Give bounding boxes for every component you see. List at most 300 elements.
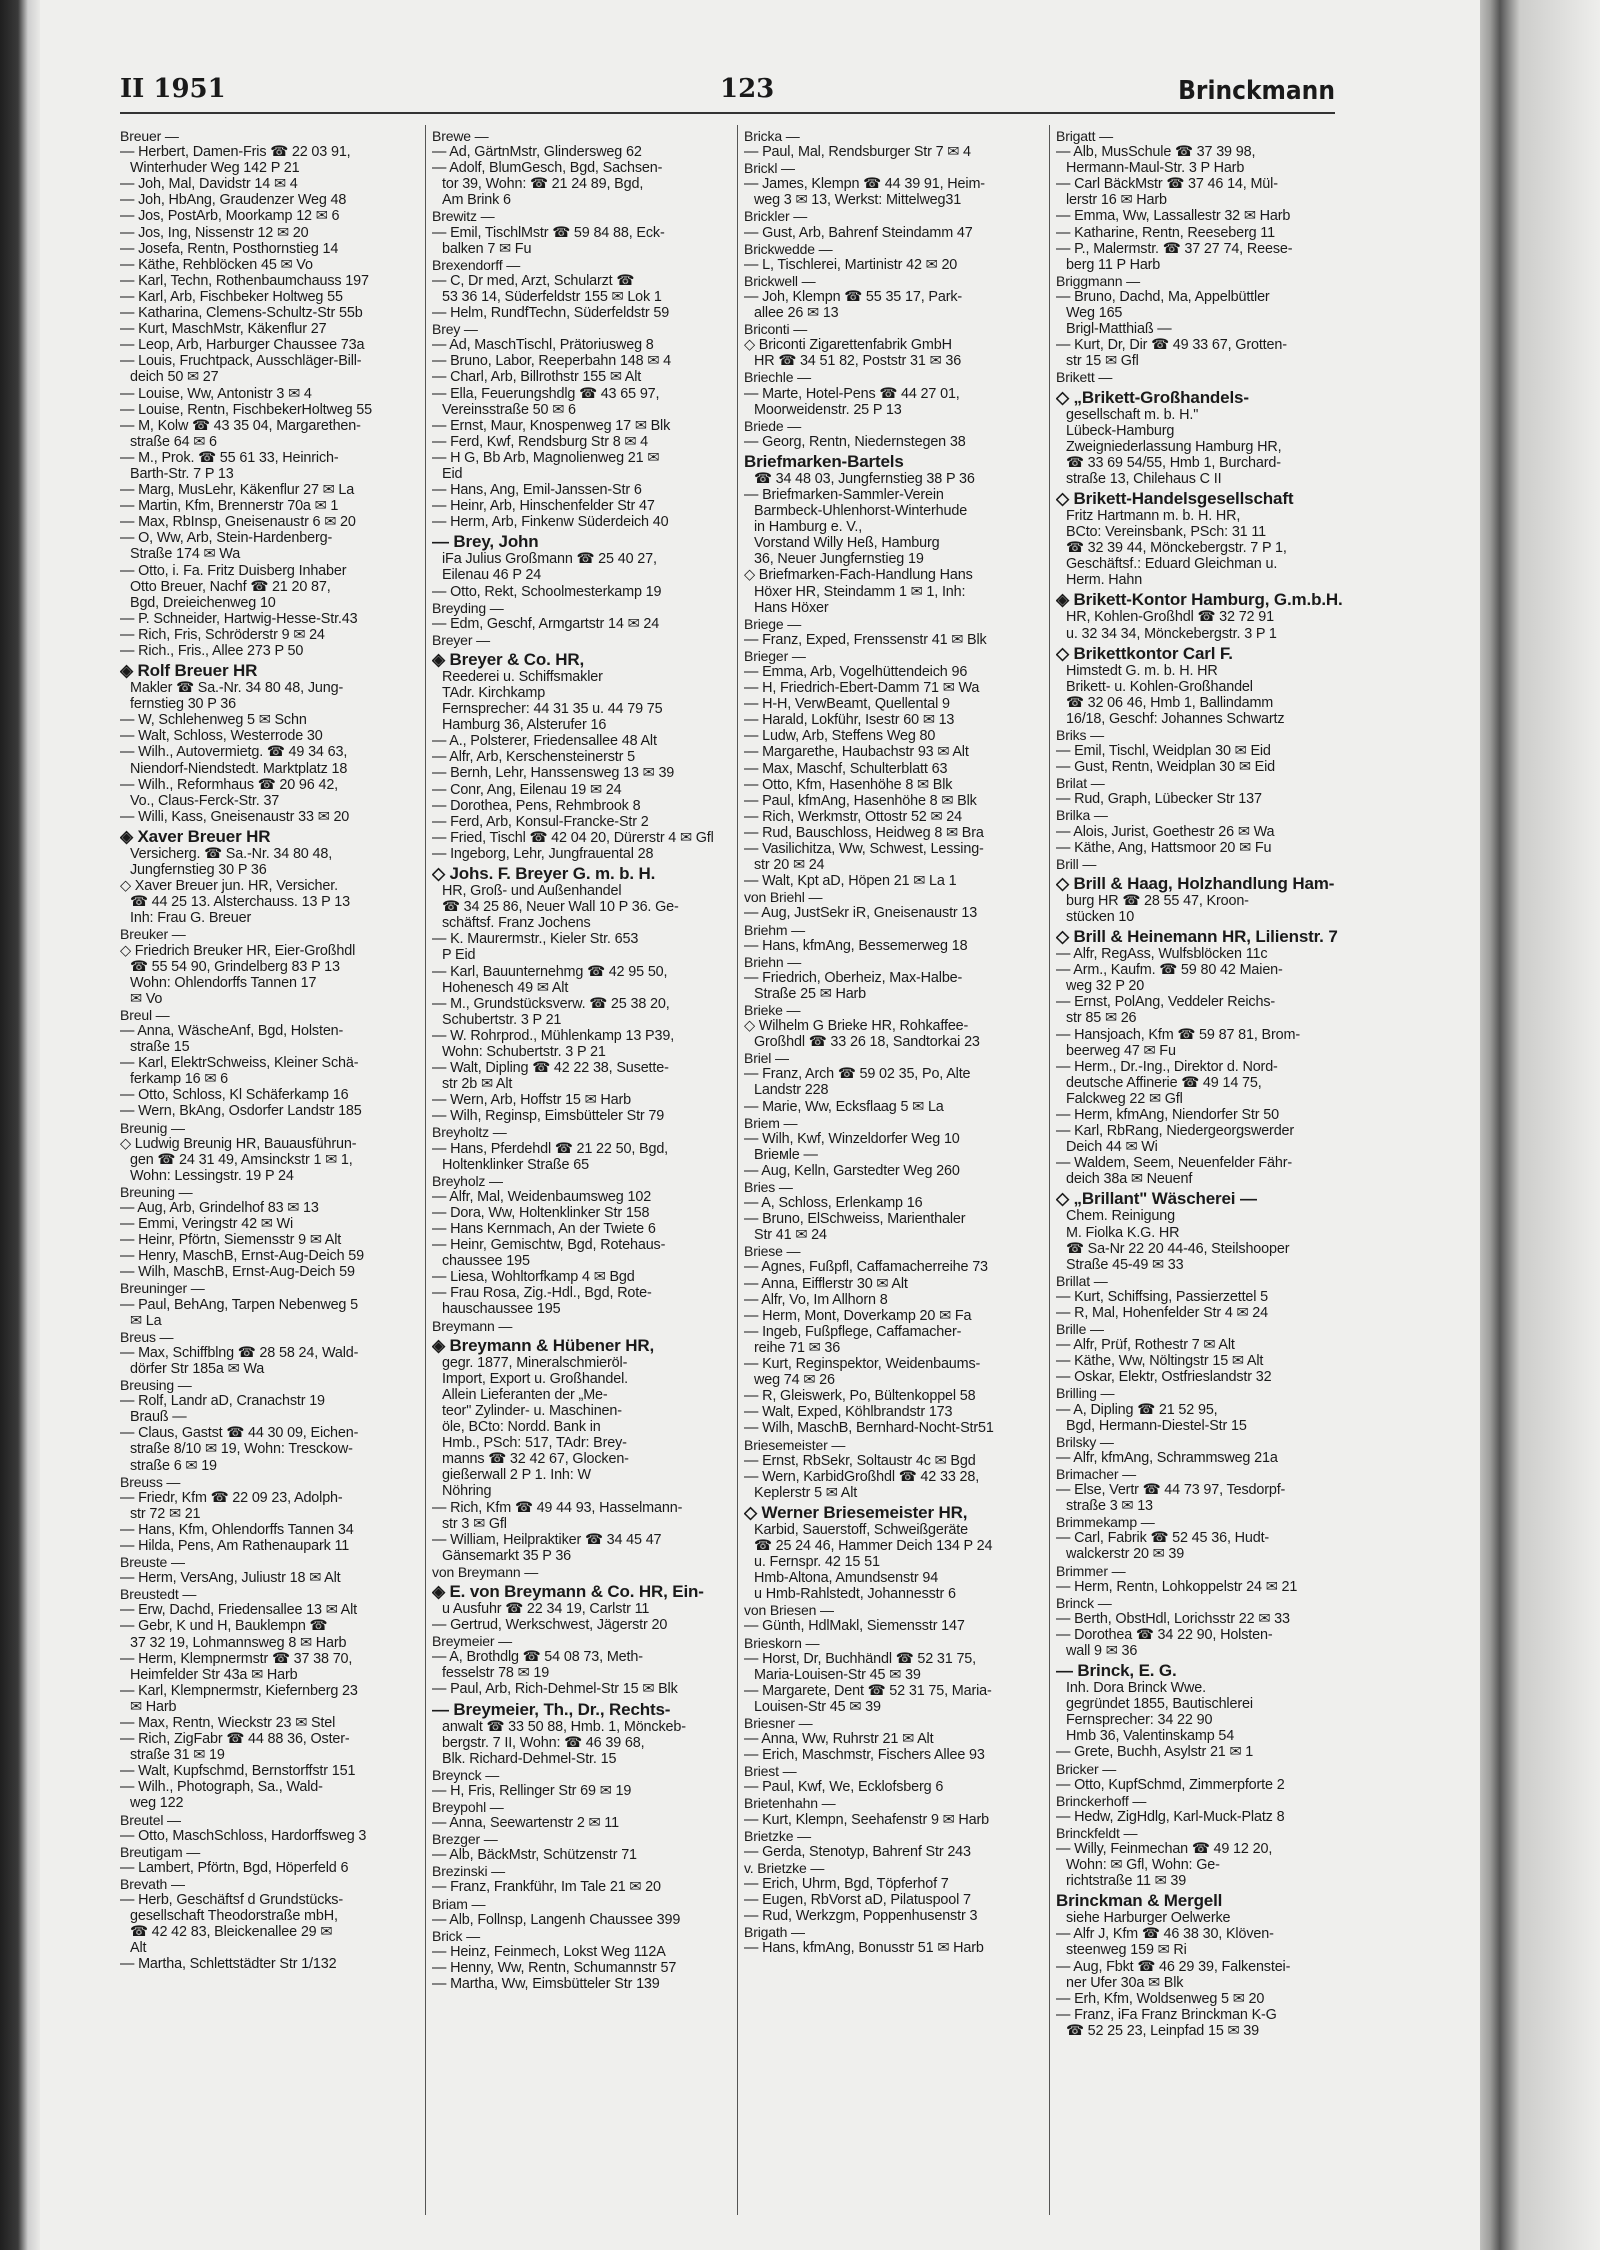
directory-entry-line: — Otto, Kfm, Hasenhöhe 8 ✉ Blk [744, 776, 953, 793]
directory-entry-line: — Karl, Klempnermstr, Kiefernberg 23 [120, 1682, 358, 1699]
directory-entry-line: — Katharine, Rentn, Reeseberg 11 [1056, 224, 1275, 241]
directory-entry-line: — Liesa, Wohltorfkamp 4 ✉ Bgd [432, 1269, 635, 1286]
directory-entry-line: ☎ 25 24 46, Hammer Deich 134 P 24 [754, 1537, 993, 1554]
directory-entry-line: — Katharina, Clemens-Schultz-Str 55b [120, 305, 363, 322]
directory-entry-line: — Ferd, Arb, Konsul-Francke-Str 2 [432, 813, 649, 830]
directory-entry-line: Straße 174 ✉ Wa [130, 546, 241, 563]
directory-entry-line: — Heinr, Arb, Hinschenfelder Str 47 [432, 498, 655, 515]
directory-entry-line: Breuer — [120, 128, 179, 144]
directory-entry-line: Briconti — [744, 321, 808, 338]
directory-entry-line: — Käthe, Ang, Hattsmoor 20 ✉ Fu [1056, 839, 1272, 856]
directory-entry-line: — Gertrud, Werkschwest, Jägerstr 20 [432, 1617, 668, 1634]
directory-entry-line: lerstr 16 ✉ Harb [1066, 192, 1167, 209]
directory-entry-line: Brewitz — [432, 208, 495, 225]
directory-entry-line: — H-H, VerwBeamt, Quellental 9 [744, 696, 950, 713]
directory-entry-line: Brigl-Matthiaß — [1066, 321, 1172, 338]
directory-entry-line: — Karl, ElektrSchweiss, Kleiner Schä- [120, 1055, 359, 1072]
directory-entry-line: ☎ 42 42 83, Bleickenallee 29 ✉ [130, 1924, 333, 1941]
directory-entry-line: von Breymann — [432, 1563, 539, 1580]
directory-entry-line: — Marg, MusLehr, Käkenflur 27 ✉ La [120, 482, 355, 499]
directory-entry-line: Brickwell — [744, 272, 816, 289]
directory-entry-line: — Paul, kfmAng, Hasenhöhe 8 ✉ Blk [744, 792, 977, 809]
directory-entry-line: — M., Grundstücksverw. ☎ 25 38 20, [432, 995, 670, 1012]
directory-entry-line: — Berth, ObstHdl, Lorichsstr 22 ✉ 33 [1056, 1610, 1290, 1627]
directory-entry-line: Brilsky — [1056, 1433, 1114, 1450]
directory-entry-line: Brikett- u. Kohlen-Großhandel [1066, 678, 1253, 695]
directory-entry-line: 36, Neuer Jungfernstieg 19 [754, 551, 924, 568]
directory-entry-line: dörfer Str 185a ✉ Wa [130, 1360, 265, 1377]
directory-entry-line: str 85 ✉ 26 [1066, 1010, 1137, 1027]
directory-entry-line: Bricka — [744, 128, 800, 144]
directory-entry-line: — Rich, Kfm ☎ 49 44 93, Hasselmann- [432, 1499, 683, 1516]
directory-entry-line: — Paul, BehAng, Tarpen Nebenweg 5 [120, 1296, 358, 1313]
directory-entry-line: — Dorothea, Pens, Rehmbrook 8 [432, 797, 641, 814]
directory-entry-line: Wohn: Schubertstr. 3 P 21 [442, 1043, 606, 1060]
directory-entry-line: Briege — [744, 615, 802, 632]
directory-entry-line: ◇ Ludwig Breunig HR, Bauausführun- [120, 1135, 357, 1152]
directory-entry-line: — Anna, Ww, Ruhrstr 21 ✉ Alt [744, 1731, 934, 1748]
directory-entry-line: straße 64 ✉ 6 [130, 433, 217, 450]
directory-entry-line: — Hansjoach, Kfm ☎ 59 87 81, Brom- [1056, 1026, 1300, 1043]
directory-entry-line: — Waldem, Seem, Neuenfelder Fähr- [1056, 1155, 1293, 1172]
directory-entry-line: — Herm., Dr.-Ing., Direktor d. Nord- [1056, 1058, 1278, 1075]
directory-entry-line: Hmb., PSch: 517, TAdr: Brey- [442, 1435, 627, 1452]
directory-entry-line: — Alfr, kfmAng, Schrammsweg 21a [1056, 1449, 1278, 1466]
directory-entry-line: — Otto, i. Fa. Fritz Duisberg Inhaber [120, 562, 347, 579]
directory-entry-line: Alt [130, 1940, 147, 1957]
directory-entry-line: — Otto, KupfSchmd, Zimmerpforte 2 [1056, 1776, 1285, 1793]
directory-entry-line: ferkamp 16 ✉ 6 [130, 1071, 228, 1088]
directory-entry-line: ☎ 32 39 44, Mönckebergstr. 7 P 1, [1066, 540, 1287, 557]
directory-entry-line: ◈ Breymann & Hübener HR, [432, 1335, 655, 1355]
directory-entry-line: ner Ufer 30a ✉ Blk [1066, 1974, 1184, 1991]
directory-entry-line: — Käthe, Rehblöcken 45 ✉ Vo [120, 256, 313, 273]
directory-entry-line: — Kurt, Schiffsing, Passierzettel 5 [1056, 1288, 1269, 1305]
directory-entry-line: str 20 ✉ 24 [754, 857, 825, 874]
directory-entry-line: Brezinski — [432, 1863, 506, 1880]
directory-entry-line: ✉ Vo [130, 990, 163, 1007]
directory-entry-line: — Alois, Jurist, Goethestr 26 ✉ Wa [1056, 823, 1275, 840]
directory-entry-line: Breutigam — [120, 1843, 201, 1860]
directory-entry-line: straße 13, Chilehaus C II [1066, 470, 1222, 487]
directory-entry-line: Brieger — [744, 647, 806, 664]
directory-entry-line: str 2b ✉ Alt [442, 1076, 513, 1093]
directory-entry-line: — Else, Vertr ☎ 44 73 97, Tesdorpf- [1056, 1482, 1286, 1499]
directory-entry-line: Falckweg 22 ✉ Gfl [1066, 1090, 1183, 1107]
directory-entry-line: — Wilh, MaschB, Ernst-Aug-Deich 59 [120, 1264, 355, 1281]
directory-entry-line: 53 36 14, Süderfeldstr 155 ✉ Lok 1 [442, 288, 662, 305]
directory-entry-line: allee 26 ✉ 13 [754, 305, 839, 322]
directory-entry-line: — R, Gleiswerk, Po, Bültenkoppel 58 [744, 1388, 976, 1405]
header-year: II 1951 [120, 74, 226, 104]
directory-entry-line: Briesemeister — [744, 1436, 846, 1453]
directory-entry-line: ☎ 55 54 90, Grindelberg 83 P 13 [130, 958, 340, 975]
directory-column-4 [1056, 128, 1356, 2228]
directory-entry-line: Brigath — [744, 1924, 805, 1941]
directory-entry-line: Brimmekamp — [1056, 1514, 1155, 1531]
directory-entry-line: — Arm., Kaufm. ☎ 59 80 42 Maien- [1056, 962, 1283, 979]
directory-entry-line: — Bruno, Dachd, Ma, Appelbüttler [1056, 288, 1270, 305]
directory-entry-line: Straße 25 ✉ Harb [754, 985, 867, 1002]
directory-entry-line: — Walt, Exped, Köhlbrandstr 173 [744, 1404, 953, 1421]
directory-entry-line: Brinck — [1056, 1594, 1112, 1611]
directory-entry-line: ☎ 34 48 03, Jungfernstieg 38 P 36 [754, 470, 975, 487]
directory-entry-line: ◇ Brill & Haag, Holzhandlung Ham- [1056, 873, 1335, 893]
directory-entry-line: — Heinz, Feinmech, Lokst Weg 112A [432, 1943, 666, 1960]
directory-entry-line: Eid [442, 465, 463, 482]
directory-entry-line: — Gust, Rentn, Weidplan 30 ✉ Eid [1056, 759, 1275, 776]
directory-entry-line: — Rud, Werkzgm, Poppenhusenstr 3 [744, 1908, 978, 1925]
directory-entry-line: Brezger — [432, 1831, 498, 1848]
directory-entry-line: chaussee 195 [442, 1253, 530, 1270]
directory-entry-line: gen ☎ 24 31 49, Amsinckstr 1 ✉ 1, [130, 1151, 353, 1168]
directory-entry-line: — Heinr, Pförtn, Siemensstr 9 ✉ Alt [120, 1232, 342, 1249]
directory-entry-line: — Walt, Kupfschmd, Bernstorffstr 151 [120, 1763, 356, 1780]
directory-entry-line: — O, Ww, Arb, Stein-Hardenberg- [120, 530, 333, 547]
directory-entry-line: — A, Brothdlg ☎ 54 08 73, Meth- [432, 1649, 643, 1666]
directory-entry-line: beerweg 47 ✉ Fu [1066, 1042, 1176, 1059]
directory-entry-line: Briam — [432, 1895, 486, 1912]
directory-entry-line: — Gebr, K und H, Bauklempn ☎ [120, 1618, 328, 1635]
directory-column-2 [432, 128, 732, 2228]
directory-entry-line: ☎ 34 25 86, Neuer Wall 10 P 36. Ge- [442, 899, 679, 916]
directory-entry-line: — Herm, Arb, Finkenw Süderdeich 40 [432, 514, 669, 531]
directory-entry-line: — Horst, Dr, Buchhändl ☎ 52 31 75, [744, 1650, 977, 1667]
directory-entry-line: weg 32 P 20 [1066, 978, 1145, 995]
directory-entry-line: Straße 45-49 ✉ 33 [1066, 1256, 1184, 1273]
directory-entry-line: Breyholtz — [432, 1124, 507, 1141]
directory-entry-line: — Wilh, Kwf, Winzeldorfer Weg 10 [744, 1130, 960, 1147]
directory-entry-line: ◈ E. von Breymann & Co. HR, Ein- [432, 1581, 704, 1601]
directory-entry-line: — P. Schneider, Hartwig-Hesse-Str.43 [120, 610, 358, 627]
directory-entry-line: Wohn: Ohlendorffs Tannen 17 [130, 974, 317, 991]
directory-entry-line: Maria-Louisen-Str 45 ✉ 39 [754, 1666, 921, 1683]
directory-entry-line: — Ella, Feuerungshdlg ☎ 43 65 97, [432, 385, 660, 402]
directory-entry-line: — Joh, Klempn ☎ 55 35 17, Park- [744, 288, 963, 305]
directory-entry-line: Brille — [1056, 1321, 1104, 1338]
directory-entry-line: — Rud, Graph, Lübecker Str 137 [1056, 791, 1262, 808]
directory-entry-line: — M, Kolw ☎ 43 35 04, Margarethen- [120, 417, 361, 434]
directory-entry-line: — Walt, Kpt aD, Höpen 21 ✉ La 1 [744, 873, 957, 890]
directory-entry-line: — Franz, Arch ☎ 59 02 35, Po, Alte [744, 1066, 971, 1083]
directory-entry-line: — W. Rohrprod., Mühlenkamp 13 P39, [432, 1027, 675, 1044]
directory-entry-line: bergstr. 7 II, Wohn: ☎ 46 39 68, [442, 1734, 645, 1751]
directory-entry-line: Breuss — [120, 1473, 181, 1490]
directory-entry-line: — K. Maurermstr., Kieler Str. 653 [432, 931, 639, 948]
directory-entry-line: — Wern, KarbidGroßhdl ☎ 42 33 28, [744, 1468, 980, 1485]
directory-entry-line: — Emma, Arb, Vogelhüttendeich 96 [744, 664, 968, 680]
directory-entry-line: Brey — [432, 321, 478, 338]
directory-entry-line: — Bernh, Lehr, Hanssensweg 13 ✉ 39 [432, 765, 675, 782]
directory-entry-line: — H G, Bb Arb, Magnolienweg 21 ✉ [432, 449, 660, 466]
directory-entry-line: Nöhring [442, 1483, 492, 1500]
directory-entry-line: — Louise, Ww, Antonistr 3 ✉ 4 [120, 385, 312, 402]
directory-entry-line: str 72 ✉ 21 [130, 1505, 201, 1522]
directory-entry-line: — Margarethe, Haubachstr 93 ✉ Alt [744, 744, 969, 761]
directory-entry-line: Str 41 ✉ 24 [754, 1227, 827, 1244]
directory-entry-line: ◇ Wilhelm G Brieke HR, Rohkaffee- [744, 1018, 969, 1035]
directory-entry-line: — Alfr, RegAss, Wulfsblöcken 11c [1056, 946, 1268, 963]
directory-entry-line: — Otto, Rekt, Schoolmesterkamp 19 [432, 583, 662, 600]
directory-entry-line: — Hedw, ZigHdlg, Karl-Muck-Platz 8 [1056, 1808, 1285, 1825]
directory-entry-line: Fritz Hartmann m. b. H. HR, [1066, 507, 1241, 524]
directory-entry-line: Geschäftsf.: Eduard Gleichman u. [1066, 556, 1278, 573]
directory-entry-line: Brieskorn — [744, 1634, 820, 1651]
directory-entry-line: — Karl, Bauunternehmg ☎ 42 95 50, [432, 963, 668, 980]
column-divider [425, 125, 426, 2215]
directory-entry-line: — Franz, Frankführ, Im Tale 21 ✉ 20 [432, 1879, 661, 1896]
directory-entry-line: Hmb-Altona, Amundsenstr 94 [754, 1570, 939, 1587]
directory-entry-line: str 3 ✉ Gfl [442, 1515, 507, 1532]
directory-entry-line: Brickler — [744, 208, 808, 225]
directory-entry-line: Brilling — [1056, 1385, 1115, 1402]
directory-entry-line: — Ernst, PolAng, Veddeler Reichs- [1056, 994, 1276, 1011]
directory-entry-line: — Herb, Geschäftsf d Grundstücks- [120, 1892, 343, 1909]
directory-entry-line: walckerstr 20 ✉ 39 [1066, 1546, 1185, 1563]
directory-entry-line: — Friedr, Kfm ☎ 22 09 23, Adolph- [120, 1489, 343, 1506]
directory-entry-line: ◇ Briconti Zigarettenfabrik GmbH [744, 337, 952, 354]
directory-entry-line: ◇ Briefmarken-Fach-Handlung Hans [744, 567, 973, 584]
directory-entry-line: ◈ Xaver Breuer HR [120, 826, 271, 846]
directory-entry-line: ◇ Xaver Breuer jun. HR, Versicher. [120, 878, 338, 895]
directory-entry-line: Briest — [744, 1763, 797, 1780]
directory-entry-line: Brilka — [1056, 807, 1108, 824]
directory-entry-line: richtstraße 11 ✉ 39 [1066, 1873, 1187, 1890]
directory-entry-line: — Bruno, ElSchweiss, Marienthaler [744, 1211, 966, 1228]
directory-entry-line: gegr. 1877, Mineralschmieröl- [442, 1354, 628, 1371]
directory-entry-line: Brick — [432, 1927, 480, 1944]
directory-entry-line: iFa Julius Großmann ☎ 25 40 27, [442, 551, 657, 568]
directory-entry-line: ☎ 33 69 54/55, Hmb 1, Burchard- [1066, 454, 1281, 471]
directory-entry-line: — Rich, Fris, Schröderstr 9 ✉ 24 [120, 626, 325, 643]
directory-entry-line: Breuning — [120, 1183, 193, 1200]
directory-entry-line: Brewe — [432, 128, 489, 144]
directory-entry-line: Barth-Str. 7 P 13 [130, 465, 234, 482]
directory-entry-line: — Kurt, Klempn, Seehafenstr 9 ✉ Harb [744, 1811, 990, 1828]
directory-entry-line: Briem — [744, 1114, 798, 1131]
directory-entry-line: HR, Groß- und Außenhandel [442, 883, 622, 900]
directory-entry-line: Wohn: ✉ Gfl, Wohn: Ge- [1066, 1857, 1220, 1874]
directory-entry-line: Bgd, Dreieichenweg 10 [130, 594, 276, 611]
directory-entry-line: Briggmann — [1056, 272, 1140, 289]
directory-entry-line: — Emil, Tischl, Weidplan 30 ✉ Eid [1056, 743, 1271, 760]
directory-entry-line: — Alfr J, Kfm ☎ 46 38 30, Klöven- [1056, 1926, 1274, 1943]
directory-entry-line: — Alfr, Arb, Kerschensteinerstr 5 [432, 749, 636, 766]
directory-entry-line: schäftsf. Franz Jochens [442, 915, 591, 932]
directory-entry-line: — Vasilichitza, Ww, Schwest, Lessing- [744, 841, 984, 858]
directory-entry-line: Deich 44 ✉ Wi [1066, 1139, 1158, 1156]
directory-entry-line: — Herm, Klempnermstr ☎ 37 38 70, [120, 1650, 353, 1667]
directory-entry-line: u. 32 34 34, Mönckebergstr. 3 P 1 [1066, 625, 1277, 642]
directory-entry-line: — Alb, Follnsp, Langenh Chaussee 399 [432, 1911, 681, 1928]
directory-entry-line: Breyer — [432, 631, 490, 648]
directory-entry-line: — Breymeier, Th., Dr., Rechts- [432, 1699, 671, 1719]
directory-entry-line: — Hans, Ang, Emil-Janssen-Str 6 [432, 482, 642, 499]
directory-entry-line: str 15 ✉ Gfl [1066, 353, 1139, 370]
directory-entry-line: wall 9 ✉ 36 [1066, 1642, 1138, 1659]
directory-entry-line: Breusing — [120, 1377, 192, 1394]
directory-entry-line: manns ☎ 32 42 67, Glocken- [442, 1451, 629, 1468]
directory-entry-line: Wohn: Lessingstr. 19 P 24 [130, 1167, 294, 1184]
directory-entry-line: hauschaussee 195 [442, 1301, 561, 1318]
directory-entry-line: — Aug, Kelln, Garstedter Weg 260 [744, 1162, 960, 1179]
directory-entry-line: anwalt ☎ 33 50 88, Hmb. 1, Mönckeb- [442, 1718, 686, 1735]
directory-entry-line: — Josefa, Rentn, Posthornstieg 14 [120, 240, 339, 257]
column-divider [737, 125, 738, 2215]
directory-entry-line: — Briefmarken-Sammler-Verein [744, 486, 944, 503]
directory-entry-line: — A., Polsterer, Friedensallee 48 Alt [432, 733, 657, 750]
directory-entry-line: — Georg, Rentn, Niedernstegen 38 [744, 433, 966, 450]
directory-entry-line: — Wern, Arb, Hoffstr 15 ✉ Harb [432, 1092, 631, 1109]
directory-entry-line: — H, Fris, Rellinger Str 69 ✉ 19 [432, 1782, 632, 1799]
directory-entry-line: Makler ☎ Sa.-Nr. 34 80 48, Jung- [130, 680, 344, 697]
directory-entry-line: Höxer HR, Steindamm 1 ✉ 1, Inh: [754, 583, 966, 600]
directory-column-1 [120, 128, 418, 2228]
directory-entry-line: Versicherg. ☎ Sa.-Nr. 34 80 48, [130, 845, 333, 862]
directory-entry-line: ◇ Brikettkontor Carl F. [1056, 643, 1233, 663]
directory-entry-line: — Herm, kfmAng, Niendorfer Str 50 [1056, 1106, 1279, 1123]
directory-entry-line: Briel — [744, 1050, 789, 1067]
directory-entry-line: Eilenau 46 P 24 [442, 567, 542, 584]
directory-entry-line: Breul — [120, 1006, 170, 1023]
directory-entry-line: Jungfernstieg 30 P 36 [130, 862, 267, 879]
directory-entry-line: — Paul, Kwf, We, Ecklofsberg 6 [744, 1779, 944, 1796]
directory-entry-line: — Kurt, Dr, Dir ☎ 49 33 67, Grotten- [1056, 337, 1287, 354]
directory-entry-line: Chem. Reinigung [1066, 1208, 1175, 1225]
column-divider [1049, 125, 1050, 2215]
directory-entry-line: — Adolf, BlumGesch, Bgd, Sachsen- [432, 160, 663, 177]
directory-entry-line: ✉ Harb [130, 1698, 177, 1715]
directory-entry-line: — Leop, Arb, Harburger Chaussee 73a [120, 337, 365, 354]
directory-entry-line: Import, Export u. Großhandel. [442, 1370, 629, 1387]
directory-entry-line: — A, Dipling ☎ 21 52 95, [1056, 1401, 1218, 1418]
directory-entry-line: ◇ Werner Briesemeister HR, [744, 1502, 968, 1522]
directory-entry-line: Breuste — [120, 1554, 185, 1571]
directory-entry-line: Zweigniederlassung Hamburg HR, [1066, 438, 1282, 455]
directory-entry-line: — Paul, Arb, Rich-Dehmel-Str 15 ✉ Blk [432, 1681, 678, 1698]
directory-entry-line: — P., Malermstr. ☎ 37 27 74, Reese- [1056, 240, 1293, 257]
directory-entry-line: Brauß — [130, 1409, 187, 1426]
directory-entry-line: Vereinsstraße 50 ✉ 6 [442, 401, 576, 418]
directory-entry-line: Winterhuder Weg 142 P 21 [130, 160, 300, 177]
directory-entry-line: — Louise, Rentn, FischbekerHoltweg 55 [120, 401, 373, 418]
directory-entry-line: — Alb, MusSchule ☎ 37 39 98, [1056, 144, 1256, 161]
directory-entry-line: — Ingeb, Fußpflege, Caffamacher- [744, 1323, 962, 1340]
directory-entry-line: — Erich, Uhrm, Bgd, Töpferhof 7 [744, 1875, 949, 1892]
directory-entry-line: BCto: Vereinsbank, PSch: 31 11 [1066, 524, 1267, 541]
directory-entry-line: — Joh, HbAng, Graudenzer Weg 48 [120, 192, 347, 209]
directory-entry-line: — Helm, RundfTechn, Süderfeldstr 59 [432, 305, 670, 322]
directory-entry-line: deutsche Affinerie ☎ 49 14 75, [1066, 1074, 1262, 1091]
directory-entry-line: straße 8/10 ✉ 19, Wohn: Tresckow- [130, 1441, 353, 1458]
directory-entry-line: — William, Heilpraktiker ☎ 34 45 47 [432, 1531, 662, 1548]
directory-entry-line: Heimfelder Str 43a ✉ Harb [130, 1666, 298, 1683]
directory-entry-line: straße 31 ✉ 19 [130, 1747, 225, 1764]
directory-entry-line: Brigatt — [1056, 128, 1114, 144]
directory-entry-line: — Aug, Arb, Grindelhof 83 ✉ 13 [120, 1200, 319, 1216]
directory-entry-line: — Hans, Kfm, Ohlendorffs Tannen 34 [120, 1521, 354, 1538]
directory-entry-line: Hamburg 36, Alsterufer 16 [442, 717, 607, 734]
directory-entry-line: — Hans Kernmach, An der Twiete 6 [432, 1221, 656, 1237]
directory-entry-line: Reederei u. Schiffsmakler [442, 668, 603, 685]
directory-entry-line: — Rud, Bauschloss, Heidweg 8 ✉ Bra [744, 824, 984, 841]
directory-entry-line: — Rich, Werkmstr, Ottostr 52 ✉ 24 [744, 808, 962, 825]
directory-entry-line: Karbid, Sauerstoff, Schweißgeräte [754, 1521, 968, 1538]
directory-entry-line: ◇ Brikett-Handelsgesellschaft [1056, 488, 1294, 508]
directory-entry-line: — Kurt, Reginspektor, Weidenbaums- [744, 1356, 981, 1373]
directory-entry-line: — Kurt, MaschMstr, Käkenflur 27 [120, 321, 327, 338]
directory-entry-line: Himstedt G. m. b. H. HR [1066, 662, 1218, 679]
directory-entry-line: stücken 10 [1066, 908, 1135, 925]
directory-entry-line: Lübeck-Hamburg [1066, 422, 1175, 439]
directory-entry-line: — Emmi, Veringstr 42 ✉ Wi [120, 1216, 294, 1233]
directory-entry-line: steenweg 159 ✉ Ri [1066, 1942, 1187, 1959]
directory-entry-line: — Max, Rentn, Wieckstr 23 ✉ Stel [120, 1715, 336, 1731]
directory-entry-line: ◇ Friedrich Breuker HR, Eier-Großhdl [120, 942, 356, 959]
directory-entry-line: — Alfr, Prüf, Rothestr 7 ✉ Alt [1056, 1337, 1235, 1354]
directory-entry-line: Brimacher — [1056, 1465, 1137, 1482]
directory-entry-line: Vorstand Willy Heß, Hamburg [754, 535, 940, 552]
directory-entry-line: Niendorf-Niendstedt. Marktplatz 18 [130, 760, 348, 777]
directory-column-3 [744, 128, 1044, 2228]
directory-entry-line: Briesner — [744, 1715, 813, 1731]
directory-entry-line: — Emil, TischlMstr ☎ 59 84 88, Eck- [432, 224, 665, 241]
directory-entry-line: — Alb, BäckMstr, Schützenstr 71 [432, 1847, 637, 1864]
directory-entry-line: — Dora, Ww, Holtenklinker Str 158 [432, 1204, 650, 1221]
directory-entry-line: — Wilh, MaschB, Bernhard-Nocht-Str51 [744, 1420, 994, 1437]
directory-entry-line: Briede — [744, 417, 802, 434]
directory-entry-line: Bgd, Hermann-Diestel-Str 15 [1066, 1417, 1247, 1434]
directory-entry-line: Gänsemarkt 35 P 36 [442, 1547, 572, 1564]
directory-entry-line: Hmb 36, Valentinskamp 54 [1066, 1728, 1235, 1745]
directory-entry-line: Brikett — [1056, 369, 1113, 386]
directory-entry-line: Brevath — [120, 1875, 185, 1892]
directory-entry-line: — Wilh, Reginsp, Eimsbütteler Str 79 [432, 1108, 665, 1125]
directory-entry-line: — Rolf, Landr aD, Cranachstr 19 [120, 1393, 325, 1410]
directory-entry-line: Fernsprecher: 44 31 35 u. 44 79 75 [442, 701, 663, 718]
directory-entry-line: ◇ „Brikett-Großhandels- [1056, 387, 1249, 407]
directory-entry-line: Schubertstr. 3 P 21 [442, 1011, 562, 1028]
directory-entry-line: Barmbeck-Uhlenhorst-Winterhude [754, 503, 968, 520]
directory-entry-line: Brinckfeldt — [1056, 1824, 1138, 1841]
directory-entry-line: gießerwall 2 P 1. Inh: W [442, 1467, 591, 1484]
directory-entry-line: Breyholz — [432, 1172, 503, 1189]
directory-entry-line: — Karl, Arb, Fischbeker Holtweg 55 [120, 288, 343, 305]
directory-entry-line: Keplerstr 5 ✉ Alt [754, 1484, 858, 1501]
directory-entry-line: Großhdl ☎ 33 26 18, Sandtorkai 23 [754, 1034, 980, 1051]
header-running-title: Brinckmann [1178, 76, 1335, 106]
directory-entry-line: Am Brink 6 [442, 192, 511, 209]
directory-entry-line: — Rich., Fris., Allee 273 P 50 [120, 643, 304, 659]
directory-entry-line: ☎ 52 25 23, Leinpfad 15 ✉ 39 [1066, 2022, 1260, 2039]
directory-entry-line: P Eid [442, 947, 476, 964]
directory-entry-line: — Henny, Ww, Rentn, Schumannstr 57 [432, 1959, 677, 1976]
directory-entry-line: — Emma, Ww, Lassallestr 32 ✉ Harb [1056, 208, 1291, 225]
directory-entry-line: Breyding — [432, 599, 504, 616]
directory-entry-line: gesellschaft Theodorstraße mbH, [130, 1908, 338, 1925]
directory-entry-line: Brieke — [744, 1001, 801, 1018]
directory-entry-line: — Conr, Ang, Eilenau 19 ✉ 24 [432, 781, 622, 798]
directory-entry-line: — Ernst, Maur, Knospenweg 17 ✉ Blk [432, 417, 671, 434]
directory-entry-line: tor 39, Wohn: ☎ 21 24 89, Bgd, [442, 176, 644, 193]
directory-entry-line: — Jos, Ing, Nissenstr 12 ✉ 20 [120, 224, 309, 241]
directory-entry-line: Hohenesch 49 ✉ Alt [442, 979, 569, 996]
directory-entry-line: Allein Lieferanten der „Me- [442, 1386, 608, 1403]
directory-entry-line: Breymann — [432, 1317, 513, 1334]
directory-entry-line: — Agnes, Fußpfl, Caffamacherreihe 73 [744, 1259, 988, 1276]
directory-entry-line: ☎ 32 06 46, Hmb 1, Ballindamm [1066, 694, 1274, 711]
directory-entry-line: Briefmarken-Bartels [744, 451, 904, 471]
